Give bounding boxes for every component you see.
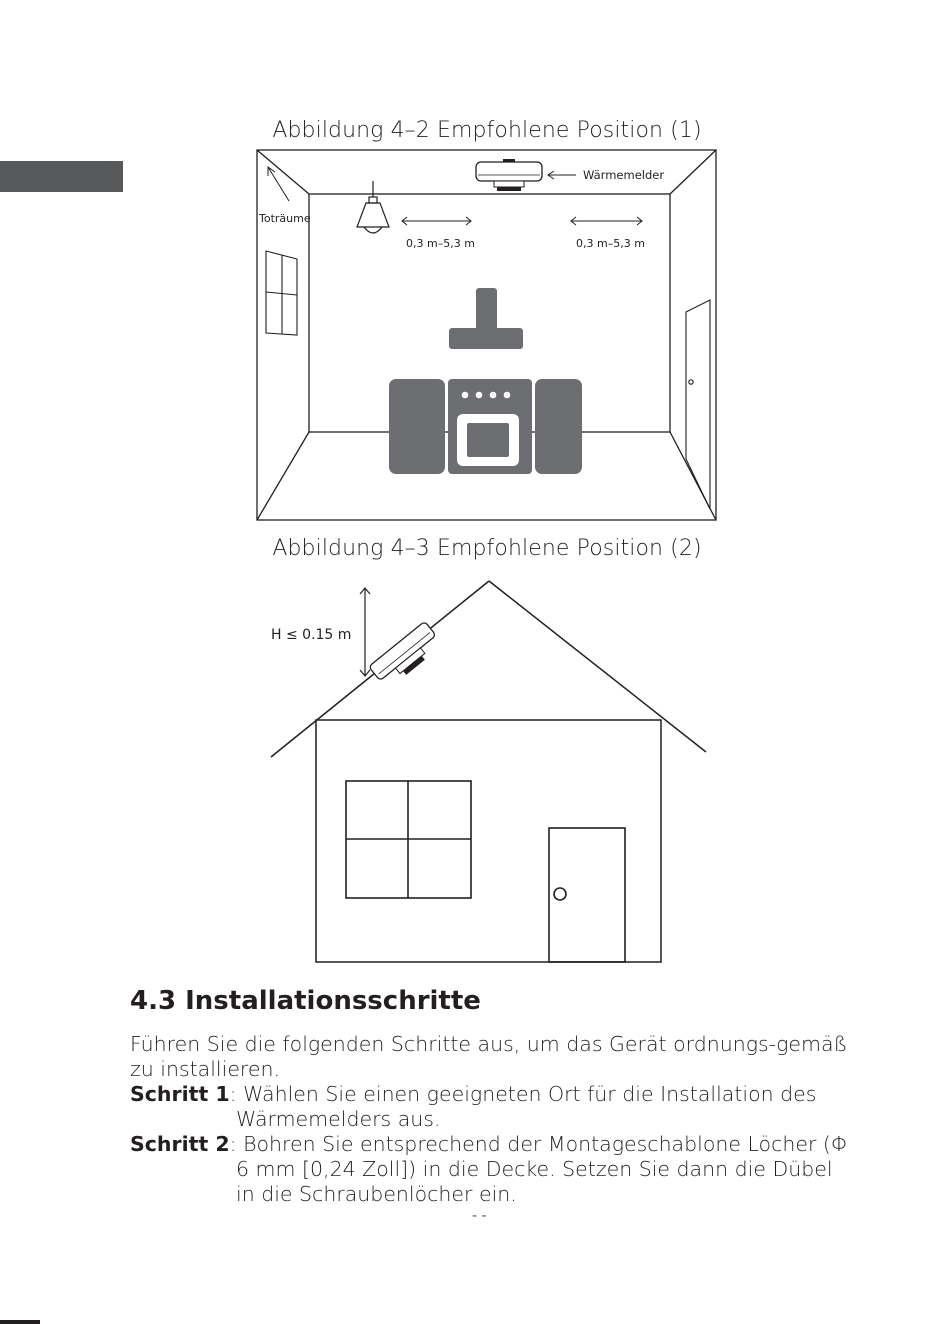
step-1-text: Wählen Sie einen geeigneten Ort für die Installation des Wärmemelders aus. bbox=[236, 1082, 817, 1131]
left-cabinet bbox=[389, 379, 445, 474]
corner-crop-mark bbox=[0, 1320, 40, 1324]
heat-detector-roof bbox=[369, 621, 444, 690]
section-body bbox=[130, 1032, 850, 1207]
distance-arrow-right bbox=[571, 217, 642, 225]
heat-detector-ceiling bbox=[476, 159, 542, 191]
height-label: H ≤ 0.15 m bbox=[271, 627, 352, 643]
figure-1-room-diagram bbox=[256, 149, 718, 526]
step-2: Schritt 2: Bohren Sie entsprechend der Montageschablone Löcher (Φ 6 mm [0,24 Zoll]) in die Decke. Setzen Sie dann die Dübel in die Schraubenlöcher ein. bbox=[130, 1132, 849, 1206]
figure-2-caption: Abbildung 4–3 Empfohlene Position (2) bbox=[272, 536, 702, 561]
range-hood bbox=[449, 288, 523, 349]
intro-paragraph: Führen Sie die folgenden Schritte aus, um das Gerät ordnungs-gemäß zu installieren. bbox=[130, 1032, 848, 1081]
height-arrow bbox=[360, 588, 370, 676]
step-2-text: Bohren Sie entsprechend der Montageschablone Löcher (Φ 6 mm [0,24 Zoll]) in die Decke. Setzen Sie dann die Dübel in die Schraubenlöcher ein. bbox=[236, 1132, 849, 1206]
step-2-label: Schritt 2 bbox=[130, 1132, 230, 1156]
house-door bbox=[549, 828, 625, 962]
room-window bbox=[266, 251, 297, 335]
figure-1-caption: Abbildung 4–2 Empfohlene Position (1) bbox=[272, 118, 702, 143]
detector-label: Wärmemelder bbox=[583, 168, 665, 182]
house-walls bbox=[316, 720, 661, 962]
detector-pointer-arrow bbox=[548, 171, 576, 179]
distance-label-left: 0,3 m–5,3 m bbox=[406, 237, 475, 250]
distance-arrow-left bbox=[402, 217, 471, 225]
page-number-mark: - - bbox=[472, 1208, 487, 1224]
dead-space-label: Toträume bbox=[259, 212, 311, 225]
dead-space-arrow bbox=[268, 167, 289, 201]
right-cabinet bbox=[535, 379, 582, 474]
house-window bbox=[346, 781, 471, 898]
house-roof bbox=[271, 581, 706, 757]
section-tab-marker bbox=[0, 161, 123, 192]
section-title: 4.3 Installationsschritte bbox=[130, 986, 481, 1016]
step-1: Schritt 1: Wählen Sie einen geeigneten Ort für die Installation des Wärmemelders aus. bbox=[130, 1082, 817, 1131]
figure-2-house-diagram bbox=[266, 578, 712, 974]
step-1-label: Schritt 1 bbox=[130, 1082, 230, 1106]
room-door bbox=[686, 300, 710, 509]
ceiling-lamp bbox=[357, 181, 389, 233]
distance-label-right: 0,3 m–5,3 m bbox=[576, 237, 645, 250]
